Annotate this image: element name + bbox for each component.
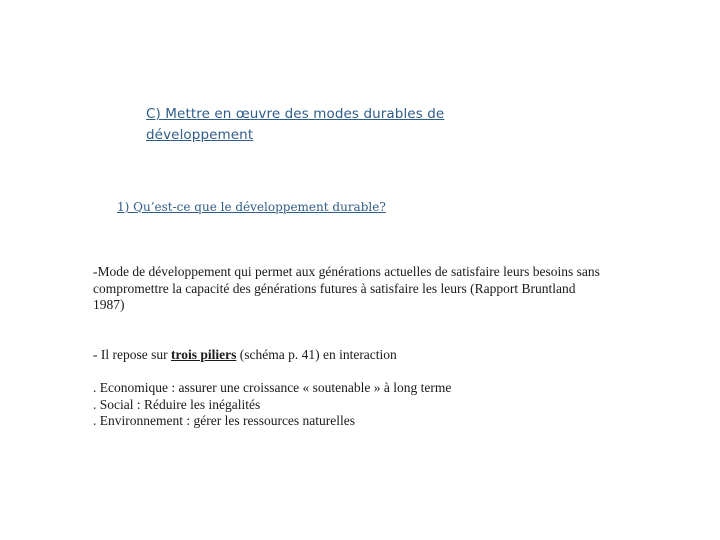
piliers-emphasis: trois piliers	[170, 347, 237, 362]
definition-paragraph: -Mode de développement qui permet aux générations actuelles de satisfaire leurs besoins sans compromettre la capacité des générations futures à satisfaire les leurs (Rapport Bruntland 1987)	[93, 264, 600, 312]
piliers-suffix: (schéma p. 41) en interaction	[236, 347, 397, 362]
list-item-economique: . Economique : assurer une croissance « soutenable » à long terme	[93, 380, 452, 395]
list-item-social: . Social : Réduire les inégalités	[93, 396, 261, 412]
piliers-list	[93, 380, 613, 430]
piliers-intro	[93, 347, 613, 364]
piliers-prefix: - Il repose sur	[93, 347, 171, 362]
subsection-title: 1) Qu’est-ce que le développement durable?	[117, 200, 386, 214]
list-item-environnement: . Environnement : gérer les ressources naturelles	[93, 413, 356, 428]
section-title: C) Mettre en œuvre des modes durables de développement	[146, 106, 445, 143]
